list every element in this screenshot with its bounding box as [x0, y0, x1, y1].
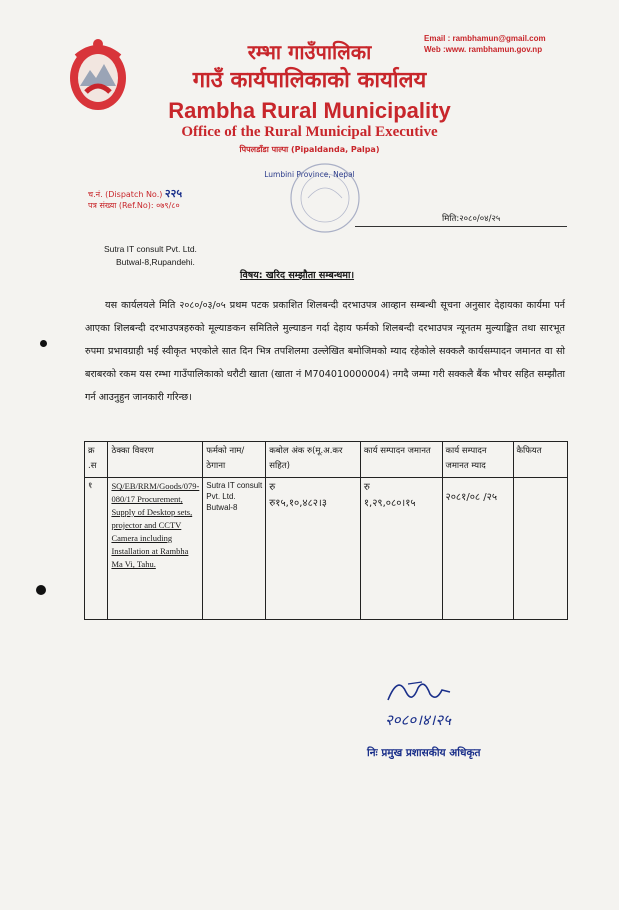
- handwritten-signature: [378, 670, 498, 710]
- body-text: यस कार्यलयले मिति २०८०/०३/०५ प्रथम पटक प्रकाशित शिलबन्दी दरभाउपत्र आव्हान सम्बन्धी सूचना अनुसार देहायका कार्यमा पर्न आएका शिलबन्दी दरभाउपत्रहरुको मूल्याङकन समितिले मुल्याङन गर्दा देहाय फर्मको शिलबन्दी दरभाउपत्र न्यूनतम मुल्याङ्कित तथा सारभूत रुपमा प्रभावग्राही भई स्वीकृत भएकोले सात दिन भित्र तपशिलमा उल्लेखित बमोजिमको म्याद रहेकोले सक्कलै कार्यसम्पादन जमानत वा सो बराबरको रकम यस रम्भा गाउँपालिकाको धरौटी खाता (खाता नं M704010000004) नगदै जम्मा गरी सक्कलै बैंक भौचर सहित सम्झौता गर्न आउनुहुन जानकारी गरिन्छ।: [85, 300, 565, 403]
- ref-label: पत्र संख्या (Ref.No):: [88, 201, 154, 210]
- office-name-nepali: गाउँ कार्यपालिकाको कार्यालय: [192, 67, 427, 93]
- letter-date: मिति:२०८०/०४/२५: [442, 214, 501, 224]
- punch-hole: [36, 585, 46, 595]
- guarantee-amount: १,२९,०८०।१५: [363, 498, 416, 509]
- table-header-row: [85, 442, 568, 478]
- bid-amount: रु१५,१०,४८२।३: [269, 498, 327, 509]
- dispatch-number: [88, 186, 182, 201]
- office-stamp: [286, 158, 364, 238]
- addressee-line2: Butwal-8,Rupandehi.: [116, 257, 195, 267]
- cell-work: SQ/EB/RRM/Goods/079-080/17 Procurement, Supply of Desktop sets, projector and CCTV Camera including Installation at Rambha Ma Vi, Tahu.: [108, 478, 203, 620]
- office-name-english: Office of the Rural Municipal Executive: [181, 124, 438, 140]
- col-work: ठेक्का विवरण: [108, 442, 203, 478]
- cell-deadline: २०८१/०८ /२५: [442, 478, 513, 620]
- col-guarantee: कार्य सम्पादन जमानत: [360, 442, 442, 478]
- signatory-designation: निः प्रमुख प्रशासकीय अधिकृत: [367, 747, 481, 759]
- date-underline: [355, 226, 567, 227]
- office-location: पिपलडाँडा पाल्पा (Pipaldanda, Palpa): [239, 145, 380, 154]
- cell-sn: १: [85, 478, 108, 620]
- table-row: [85, 478, 568, 620]
- addressee-line1: Sutra IT consult Pvt. Ltd.: [104, 244, 197, 254]
- bid-prefix: रु: [269, 482, 276, 493]
- dispatch-label: च.नं. (Dispatch No.): [88, 190, 163, 199]
- col-deadline: कार्य सम्पादन जमानत म्याद: [442, 442, 513, 478]
- cell-remarks: [513, 478, 568, 620]
- col-firm: फर्मको नाम/ठेगाना: [203, 442, 266, 478]
- cell-guarantee: [360, 478, 442, 620]
- reference-number: [88, 200, 180, 211]
- col-bid: कबोल अंक रु(मू.अ.कर सहित): [266, 442, 361, 478]
- office-province: Lumbini Province, Nepal: [264, 170, 355, 179]
- contact-email: Email : rambhamun@gmail.com: [424, 34, 546, 43]
- guarantee-prefix: रु: [363, 482, 370, 493]
- cell-firm: Sutra IT consult Pvt. Ltd. Butwal-8: [203, 478, 266, 620]
- contract-table: [84, 441, 568, 620]
- contact-web: Web :www. rambhamun.gov.np: [424, 45, 543, 54]
- municipality-name-nepali: रम्भा गाउँपालिका: [247, 40, 372, 64]
- ref-value: ०७९/८०: [156, 201, 180, 210]
- col-sn: क्र .स: [85, 442, 108, 478]
- cell-bid: [266, 478, 361, 620]
- col-remarks: कैफियत: [513, 442, 568, 478]
- subject: विषय: खरिद सम्झौता सम्बन्धमा।: [240, 270, 355, 281]
- municipality-name-english: Rambha Rural Municipality: [168, 98, 451, 123]
- dispatch-value: २२५: [164, 187, 183, 200]
- body-paragraph: [85, 294, 565, 409]
- punch-hole: [40, 340, 47, 347]
- signature-date: २०८०।४।२५: [385, 711, 451, 729]
